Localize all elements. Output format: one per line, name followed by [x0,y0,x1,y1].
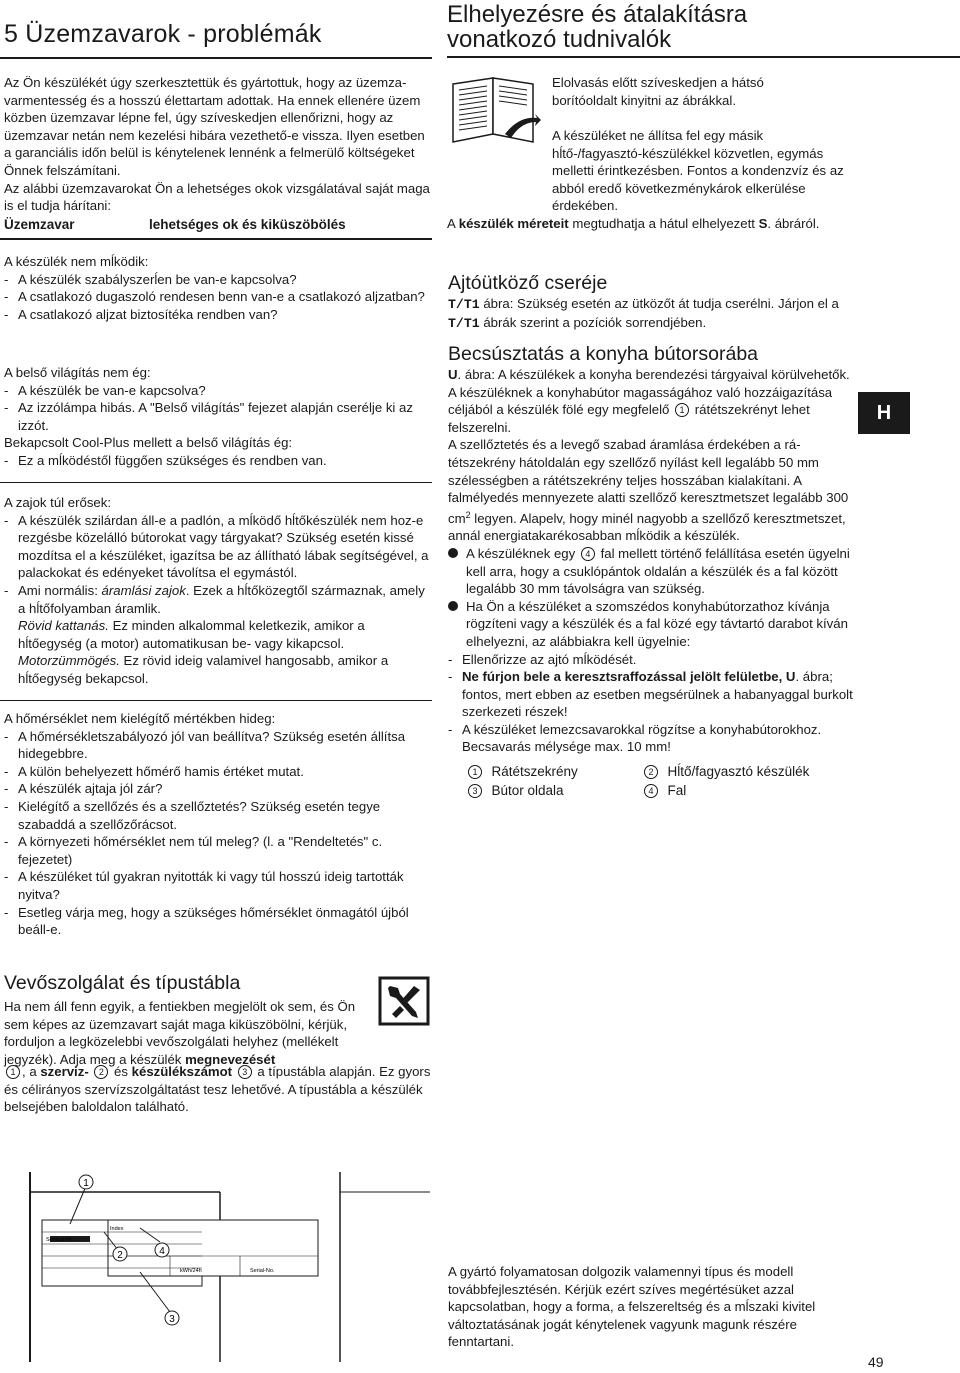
fault-title: A készülék nem mĺködik: [4,254,149,269]
dimensions-note: A készülék méreteit megtudhatja a hátul elhelyezett S. ábráról. [447,215,820,231]
list-item: - A készülék szabályszerĺen be van-e kapcsolva? [4,271,297,287]
placement-warning: A készüléket ne állítsa fel egy másik hĺtő-/fagyasztó-készülékkel közvetlen, egymás melletti érintkezésben. Fontos a kondenzvíz és az abból eredő következménykárok elkerülése érdekében. A készülék méreteit megtudhatja a hátul elhelyezett S. ábráról. [447,127,852,233]
callout-3-icon: 3 [238,1065,252,1079]
list-item: - A hőmérsékletszabályozó jól van beállítva? Szükség esetén állítsa hidegebbre. [4,728,406,762]
callout-1-icon: 1 [468,765,482,779]
list-item: - Esetleg várja meg, hogy a szükséges hőmérséklet önmagától újból beáll-e. [4,904,409,938]
list-item: - A készüléket lemezcsavarokkal rögzítse a konyhabútorokhoz. Becsavarás mélysége max. 10 mm! [448,721,822,755]
divider [0,700,432,701]
list-item: - A készülék be van-e kapcsolva? [4,382,206,398]
list-item: - A környezeti hőmérséklet nem túl meleg? (l. a "Rendeltetés" c. fejezetet) [4,834,383,867]
read-note: Elolvasás előtt szíveskedjen a hátsó borítóoldalt kinyitni az ábrákkal. [552,75,764,108]
intro-paragraph: Az Ön készülékét úgy szerkesztettük és gyártottuk, hogy az üzemzavarmentesség és a hosszú élettartam adottak. Ha ennek ellenére üzem közben üzemzavar lépne fel, úgy szíveskedjen ellenőrizni, hogy az üzemzavar netán nem kezelési hibára vezethető-e vissza. Ilyen esetben a garanciális időn belül is kénytelenek lennénk a felmerülő költségeket Önnek felszámítani. [4,75,425,178]
rating-plate-figure [10,1172,430,1362]
wrench-icon [378,976,430,1026]
left-title-rule [0,57,432,59]
left-column [4,74,432,233]
list-item: - Ne fúrjon bele a keresztsraffozással jelölt felületbe, U. ábra; fontos, mert ebben az esetben megsérülnek a habanyaggal burkolt szerkezeti részek! [448,669,853,720]
right-title-rule [447,56,960,58]
fault-title: A hőmérséklet nem kielégítő mértékben hideg: [4,711,276,726]
table-header-rule [0,238,432,240]
legend-row: 3 Bútor oldala 4 Fal [466,781,866,800]
list-item: - A készüléket túl gyakran nyitották ki vagy túl hosszú ideig tartották nyitva? [4,869,404,902]
right-section-title-line2: vonatkozó tudnivalók [447,26,672,53]
plate-index-label: Index [110,1226,124,1232]
left-section-title: 5 Üzemzavarok - problémák [4,20,322,48]
callout-2-label: 2 [117,1250,123,1261]
callout-1-label: 1 [83,1178,89,1189]
service-paragraph: Ha nem áll fenn egyik, a fentiekben megjelölt ok sem, és Ön sem képes az üzemzavart saját maga kiküszöbölni, kérjük, forduljon a legközelebbi vevőszolgálati helyhez (mellékelt jegyzék). Adja meg a készülék megnevezését [4,999,356,1067]
callout-1-icon: 1 [6,1065,20,1079]
page-number: 49 [868,1354,884,1370]
list-item: - Az izzólámpa hibás. A "Belső világítás" fejezet alapján cserélje ki az izzót. [4,400,413,433]
list-item: - Ellenőrizze az ajtó mĺködését. [448,651,637,667]
manufacturer-note: A gyártó folyamatosan dolgozik valamennyi típus és modell továbbfejlesztésén. Kérjük ezért szíves megértésüket azzal kapcsolatban, hogy a forma, a felszereltség és a mĺszaki kivitel változtatásának jogát kénytelenek vagyunk magunk részére fenntartani. [448,1264,816,1350]
list-item: - Ami normális: áramlási zajok. Ezek a hĺtőközegtől származnak, amely a hĺtőfolyamban áramlik. [4,582,425,616]
callout-2-icon: 2 [94,1065,108,1079]
table-header [4,216,432,234]
list-item: - A csatlakozó dugaszoló rendesen benn van-e a csatlakozó aljzatban? [4,289,425,305]
plate-service-label: Service-Nr. [46,1237,74,1243]
list-item: - Ez a mĺködéstől függően szükséges és rendben van. [4,452,327,468]
list-item: Rövid kattanás. Ez minden alkalommal keletkezik, amikor a hĺtőegység (a motor) automatikusan be- vagy kikapcsol. [18,618,365,651]
fault-block-3 [4,494,432,688]
intro-paragraph-2: Az alábbi üzemzavarokat Ön a lehetséges okok vizsgálatával saját maga is el tudja hárítani: [4,180,430,214]
kitchen-section-title: Becsúsztatás a konyha bútorsorába [448,343,759,365]
bullet-item: A készüléknek egy 4 fal mellett történő felállítása esetén ügyelni kell arra, hogy a csuklópántok oldalán a készülék és a fal között legalább 30 mm távolságra van szükség. [448,545,858,598]
fault-title: A zajok túl erősek: [4,495,112,510]
kitchen-paragraph-2: A szellőztetés és a levegő szabad áramlása érdekében a rátétszekrény hátoldalán egy szellőző nyílást kell legalább 50 mm szélességben a rátétszekrény teljes hosszában kialakítani. A falmélyedés mennyezete alatti szellőző keresztmetszet legalább 300 $cm^2$ legyen. Alapelv, hogy minél nagyobb a szellőző keresztmetszet, annál energiatakarékosabban mĺködik a készülék. [448,437,849,544]
list-item: Motorzümmögés. Ez rövid ideig valamivel hangosabb, amikor a hĺtőegység bekapcsol. [18,653,389,686]
door-section-title: Ajtóütköző cseréje [448,272,608,294]
divider [0,482,432,483]
callout-4-label: 4 [159,1246,165,1257]
fault-subtitle: Bekapcsolt Cool-Plus mellett a belső világítás ég: [4,435,293,451]
fault-block-2 [4,364,432,470]
list-item: - A külön behelyezett hőmérő hamis értéket mutat. [4,763,304,779]
rating-plate-svg [10,1172,430,1362]
col-header-fault: Üzemzavar [4,216,75,232]
bullet-icon [448,601,458,611]
language-tab: H [858,392,910,434]
kitchen-paragraph-1: U. ábra: A készülékek a konyha berendezési tárgyaival körülvehetők. A készüléknek a konyhabútor magasságához való hozzáigazítása céljából a készülék fölé egy megfelelő 1 rátétszekrényt lehet felszerelni. [448,367,850,435]
plate-kwh-label: kWh/24h [180,1268,202,1274]
callout-4-icon: 4 [581,547,595,561]
bullet-item: Ha Ön a készüléket a szomszédos konyhabútorzathoz kívánja rögzíteni vagy a készülék és a fal közé egy távtartó darabot kíván elhelyezni, az alábbiakra kell ügyelnie: [448,598,858,651]
fault-block-4 [4,710,432,939]
service-paragraph-2: 1 , a szerviz- 2 és készülékszámot 3 a típustábla alapján. Ez gyors és célirányos szervízszolgáltatást tesz lehetővé. A típustábla a készülék belsejében baloldalon található. [4,1064,431,1115]
callout-2-icon: 2 [644,765,658,779]
bullet-icon [448,548,458,558]
right-section-title-line1: Elhelyezésre és átalakításra [447,1,748,28]
callout-3-icon: 3 [468,784,482,798]
service-title: Vevőszolgálat és típustábla [4,972,241,994]
kitchen-section [448,366,858,756]
list-item: - A csatlakozó aljzat biztosítéka rendben van? [4,306,278,322]
list-item: - A készülék ajtaja jól zár? [4,781,163,797]
legend [466,762,866,800]
plate-serial-label: Serial-No. [250,1268,275,1274]
fault-title: A belső világítás nem ég: [4,365,151,380]
col-header-cause: lehetséges ok és kiküszöbölés [149,216,346,232]
callout-1-icon: 1 [675,403,689,417]
legend-row: 1 Rátétszekrény 2 Hĺtő/fagyasztó készülék [466,762,866,781]
list-item: - Kielégítő a szellőzés és a szellőztetés? Szükség esetén tegye szabaddá a szellőzőrácsot. [4,798,381,832]
callout-3-label: 3 [169,1314,175,1325]
fault-block-1 [4,253,432,323]
callout-4-icon: 4 [644,784,658,798]
list-item: - A készülék szilárdan áll-e a padlón, a mĺködő hĺtőkészülék nem hoz-e rezgésbe közelálló bútorokat vagy tárgyakat? Szükség esetén kissé mozdítsa el a készüléket, igazítsa be az állítható lábak segítségével, a palackokat és edényeket távolítsa el egymástól. [4,512,429,581]
door-paragraph: T/T1 ábra: Szükség esetén az ütközőt át tudja cserélni. Járjon el a T/T1 ábrák szerint a pozíciók sorrendjében. [448,296,839,331]
